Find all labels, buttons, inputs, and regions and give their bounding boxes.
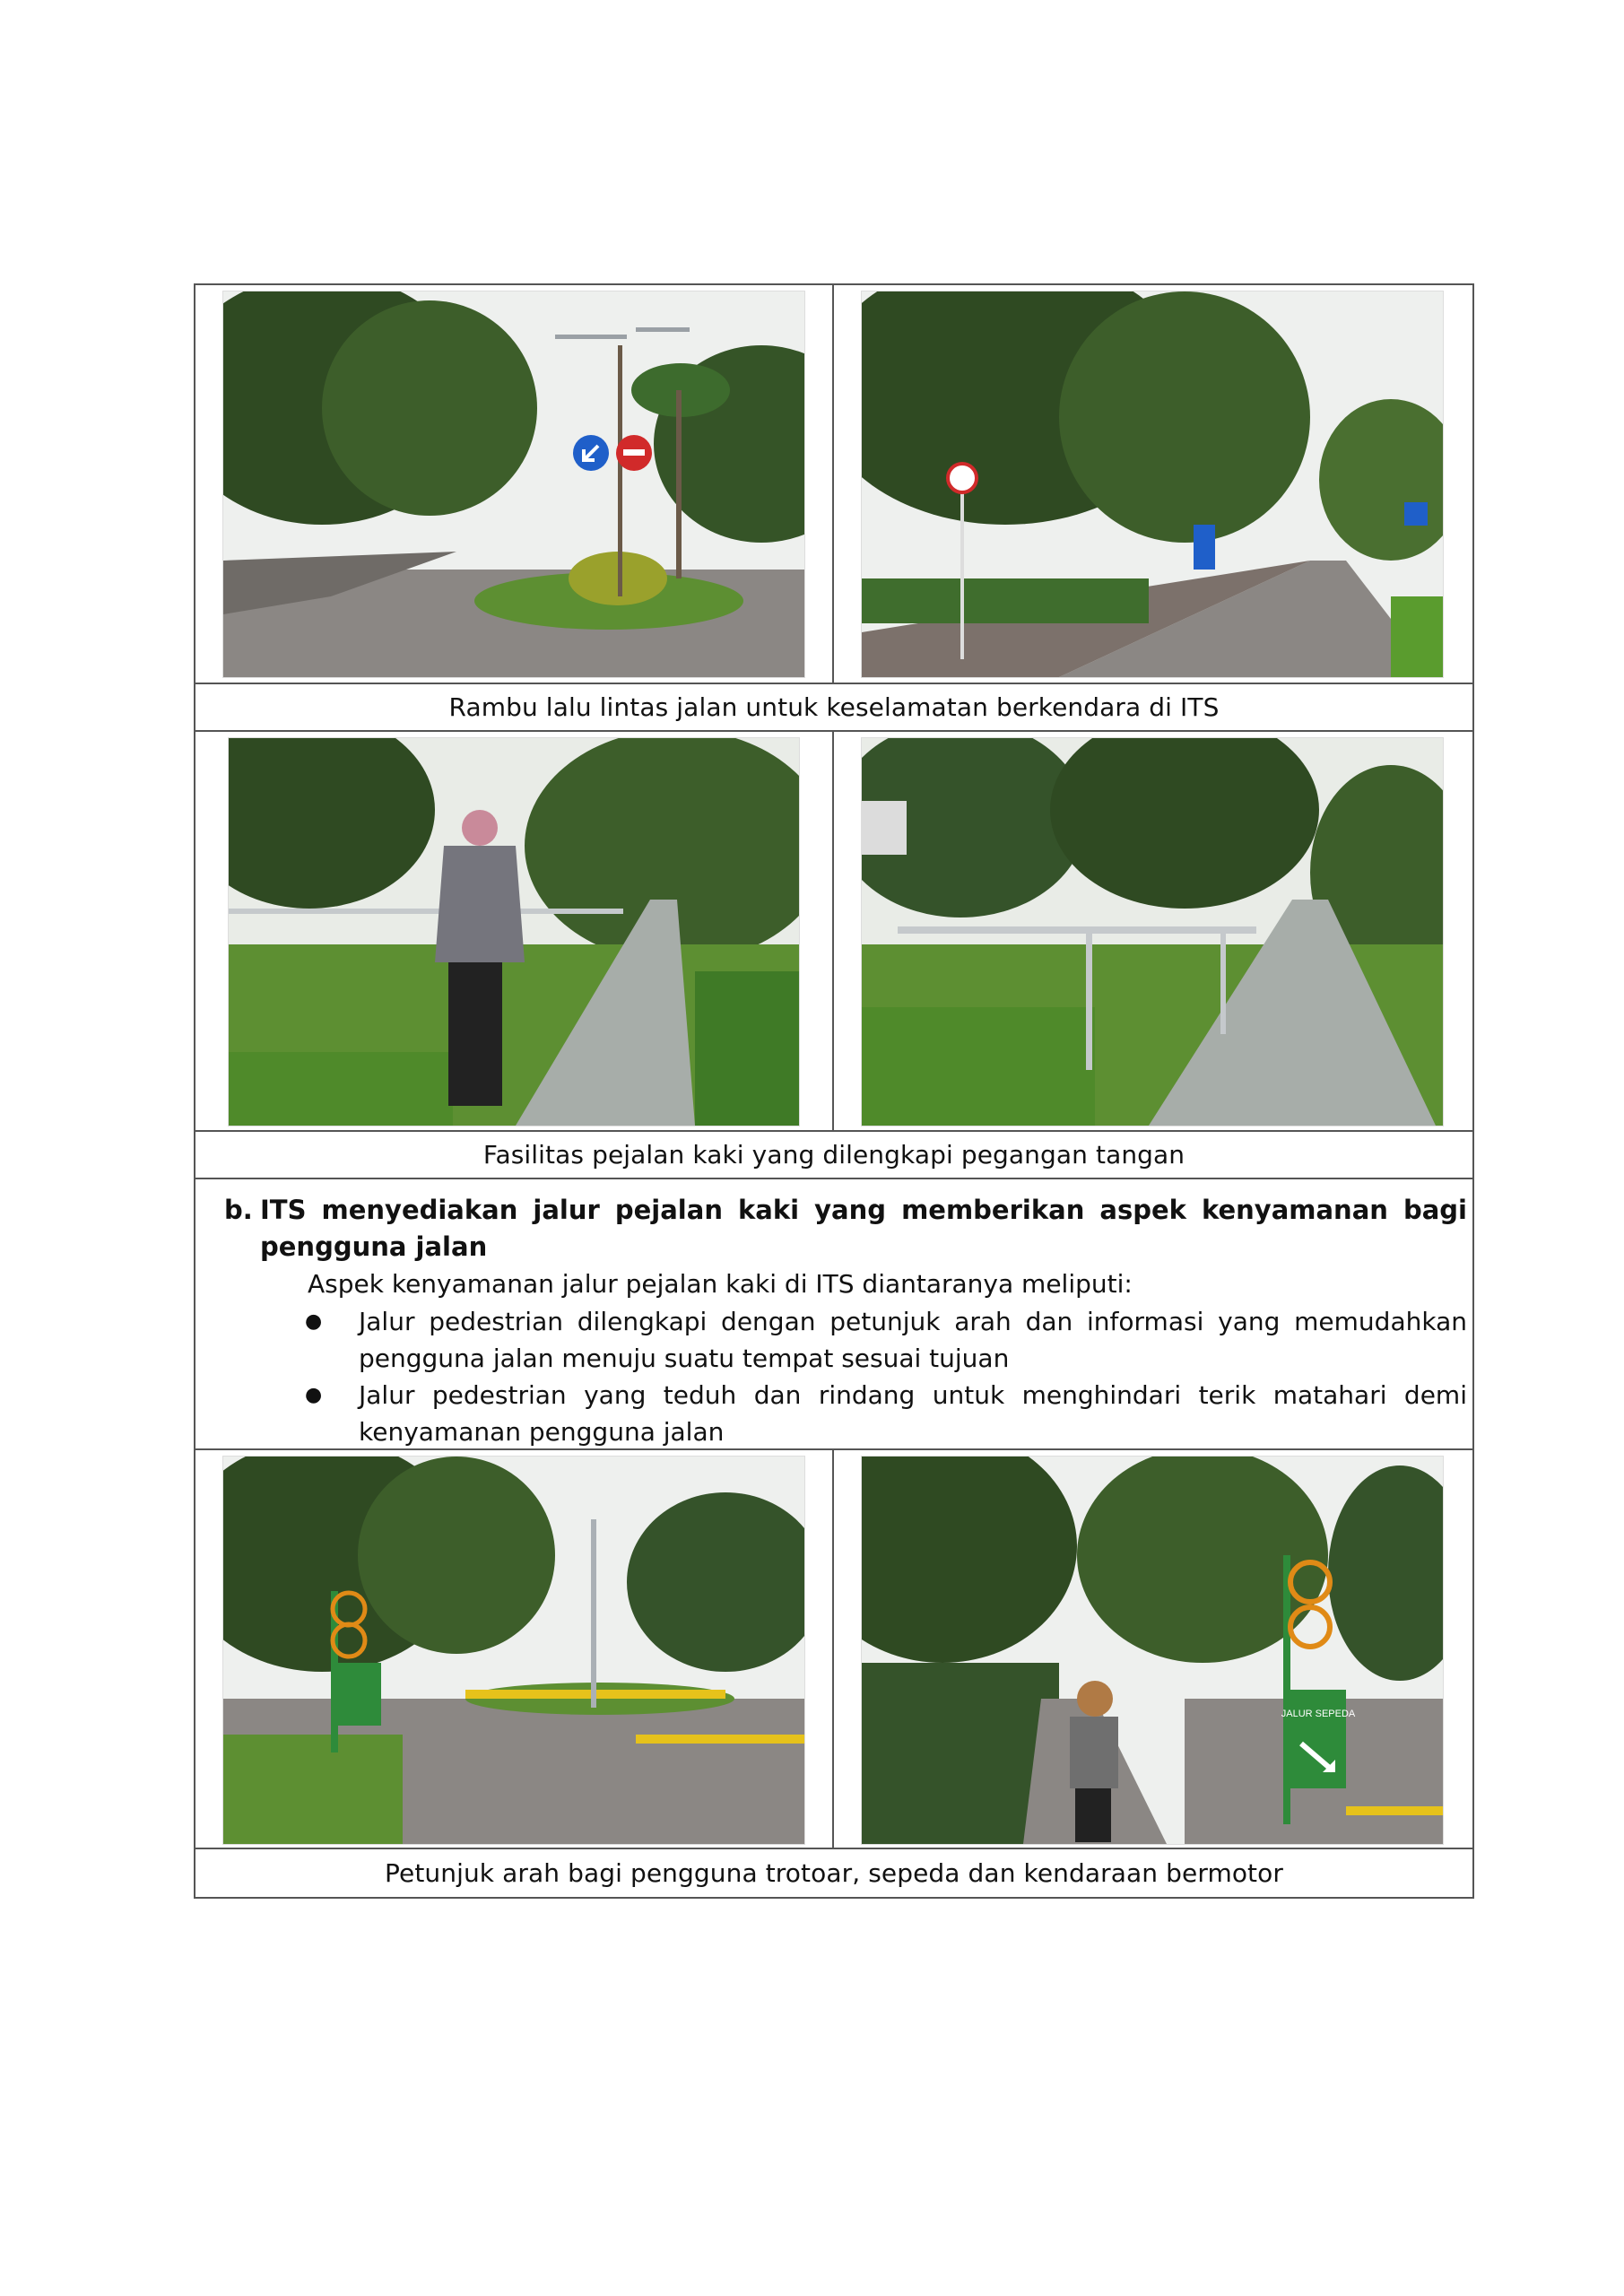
photo-pedestrian-path-handrail <box>861 737 1444 1126</box>
caption-directions: Petunjuk arah bagi pengguna trotoar, sepeda dan kendaraan bermotor <box>385 1858 1283 1888</box>
photo-cell-right-2 <box>834 732 1472 1130</box>
bullet-item <box>305 1303 1467 1377</box>
document-table <box>194 283 1474 1899</box>
bike-sign-scene-left <box>223 1457 804 1844</box>
photo-cell-right-3 <box>834 1450 1472 1848</box>
road-scene <box>862 291 1443 677</box>
bullet-symbol: ● <box>305 1310 323 1333</box>
photo-bike-lane-sign-roundabout <box>222 1456 805 1845</box>
bullet-item <box>305 1377 1467 1450</box>
photo-row-3 <box>195 1450 1472 1849</box>
photo-road-speed-limit-sign <box>861 291 1444 678</box>
photo-roundabout-traffic-signs <box>222 291 805 678</box>
photo-cell-right-1 <box>834 285 1472 683</box>
photo-pedestrian-path-handrail-woman <box>228 737 800 1126</box>
section-b-intro: Aspek kenyamanan jalur pejalan kaki di ITS diantaranya meliputi: <box>308 1269 1133 1299</box>
handrail-scene <box>862 738 1443 1126</box>
photo-row-1 <box>195 285 1472 684</box>
photo-cell-left-2 <box>195 732 834 1130</box>
caption-row-2 <box>195 1132 1472 1179</box>
photo-cell-left-3 <box>195 1450 834 1848</box>
handrail-woman-scene <box>229 738 799 1126</box>
photo-row-2 <box>195 732 1472 1132</box>
bullet-text-2: Jalur pedestrian yang teduh dan rindang untuk menghindari terik matahari demi kenyamanan pengguna jalan <box>359 1380 1467 1447</box>
section-b-row <box>195 1179 1472 1450</box>
caption-handrail: Fasilitas pejalan kaki yang dilengkapi pegangan tangan <box>482 1140 1185 1170</box>
photo-cell-left-1 <box>195 285 834 683</box>
bullet-symbol: ● <box>305 1384 323 1406</box>
bike-sign-scene-right <box>862 1457 1443 1844</box>
caption-row-3 <box>195 1849 1472 1897</box>
bullet-text-1: Jalur pedestrian dilengkapi dengan petunjuk arah dan informasi yang memudahkan pengguna jalan menuju suatu tempat sesuai tujuan <box>359 1307 1467 1373</box>
caption-row-1 <box>195 684 1472 732</box>
roundabout-scene <box>223 291 804 677</box>
caption-traffic-signs: Rambu lalu lintas jalan untuk keselamatan berkendara di ITS <box>448 692 1220 722</box>
section-b-heading <box>224 1192 1467 1265</box>
photo-bike-lane-sign-path <box>861 1456 1444 1845</box>
section-b-heading-text: ITS menyediakan jalur pejalan kaki yang memberikan aspek kenyamanan bagi pengguna jalan <box>260 1195 1467 1262</box>
section-b-bullets <box>305 1303 1467 1450</box>
bike-sign-label: JALUR SEPEDA <box>1281 1709 1356 1719</box>
section-b-label: b. <box>224 1195 253 1225</box>
